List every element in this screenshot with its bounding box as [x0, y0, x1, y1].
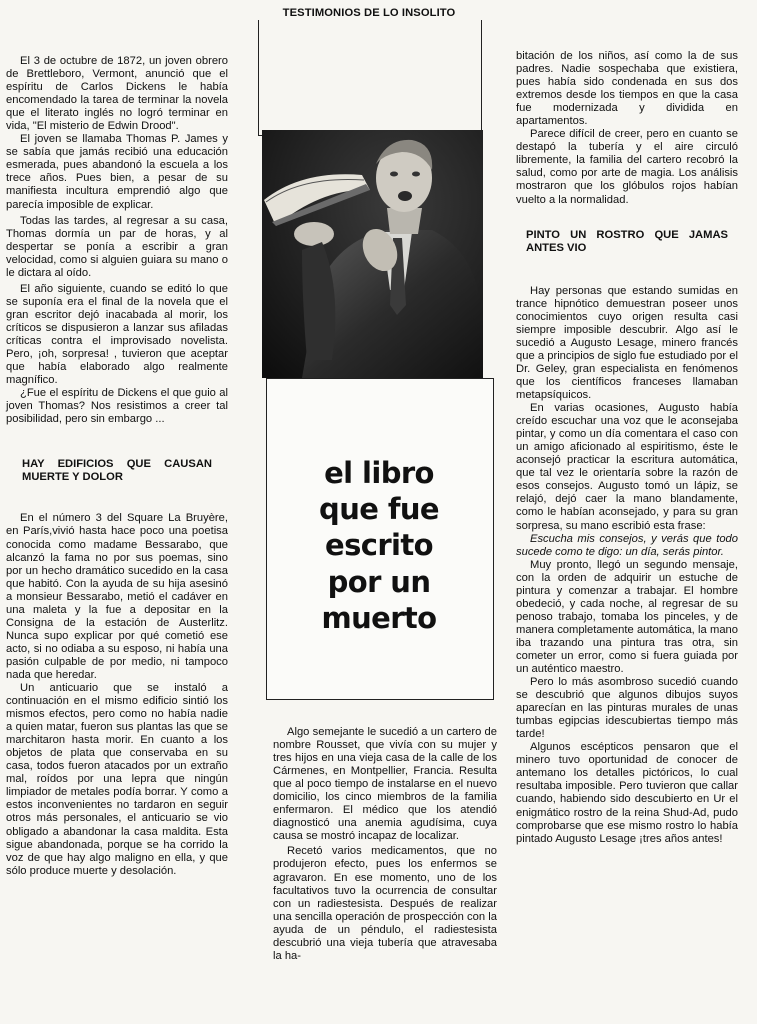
paragraph: El año siguiente, cuando se editó lo que se suponía era el final de la novela que el gran escritor dejó inacabada al morir, los críticos se dispusieron a lanzar sus afiladas críticas contra el improvisado novelista. Pero, ¡oh, sorpresa! , tuvieron que aceptar que había elaborado algo realmente magnífico.: [6, 282, 228, 387]
paragraph: Un anticuario que se instaló a continuación en el mismo edificio sintió los mismos efectos, pero como no había nadie a quien matar, fueron sus plantas las que se marchitaron hasta morir. En cuanto a los objetos de plata que conservaba en su casa, todos fueron atacados por un extraño mal, roídos por una lepra que ningún limpiador de metales podía borrar. Y como a estos inconvenientes no tardaron en seguir otros más personales, el anticuario se vio obligado a abandonar la casa maldita. Esta sigue abandonada, porque se ha corrido la voz de que hay algo maligno en ella, y que sólo produce muerte y desolación.: [6, 682, 228, 877]
paragraph: Parece difícil de creer, pero en cuanto se destapó la tubería y el aire circuló libremente, la familia del cartero recobró la salud, como por arte de magia. Los análisis mostraron que los glóbulos rojos habían vuelto a la normalidad.: [516, 128, 738, 206]
title-line: escrito: [325, 528, 433, 563]
paragraph: bitación de los niños, así como la de sus padres. Nadie sospechaba que existiera, pues había sido condenada en sus dos extremos desde los tiempos en que la casa fue modernizada y dividida en apartamentos.: [516, 50, 738, 128]
article-title: [268, 455, 490, 636]
right-column: [516, 0, 738, 846]
quoted-message: Escucha mis consejos, y verás que todo sucede como te digo: un día, serás pintor.: [516, 532, 738, 558]
subheading: PINTO UN ROSTRO QUE JAMAS ANTES VIO: [526, 228, 728, 254]
header-frame: [258, 20, 482, 136]
section-header: TESTIMONIOS DE LO INSOLITO: [282, 7, 456, 19]
title-line: por un: [327, 564, 431, 599]
photo-man-reading-book: [262, 130, 483, 378]
paragraph: Todas las tardes, al regresar a su casa, Thomas dormía un par de horas, y al despertar se ponía a escribir a gran velocidad, como si alguien guiara su mano o le dictara al oído.: [6, 214, 228, 279]
subheading: HAY EDIFICIOS QUE CAUSAN MUERTE Y DOLOR: [22, 458, 212, 484]
paragraph: El 3 de octubre de 1872, un joven obrero de Brettleboro, Vermont, anunció que el espíritu de Carlos Dickens le había encomendado la tarea de terminar la novela que el literato inglés no logró terminar en vida, "El misterio de Edwin Drood".: [6, 55, 228, 133]
left-column: [6, 0, 228, 878]
paragraph: En el número 3 del Square La Bruyère, en París,vivió hasta hace poco una poetisa conocida como madame Bessarabo, que alcanzó la fama no por sus poemas, sino por un hecho dramático sucedido en la casa que habitó. Con la ayuda de su hija asesinó a monsieur Bessarabo, metió el cadáver en una maleta y la fue a depositar en la Consigna de la estación de Austerlitz. Nunca supo explicar por qué cometió ese acto, si no odiaba a su esposo, ni había una pasión culpable de por medio, ni tampoco nada que heredar.: [6, 512, 228, 681]
title-line: que fue: [319, 492, 439, 527]
paragraph: Pero lo más asombroso sucedió cuando se descubrió que algunos dibujos suyos aparecían en las pinturas murales de unas tumbas egipcias idescubiertas tiempo más tarde!: [516, 676, 738, 741]
middle-column: [273, 726, 497, 963]
paragraph: Algunos escépticos pensaron que el minero tuvo oportunidad de conocer de antemano los detalles pictóricos, lo cual resultaba imposible. Pero tuvieron que callar cuando, habiendo sido descubierto en Ur el enigmático rostro de la reina Shud-Ad, pudo comprobarse que ese mismo rostro lo había pintado Augusto Lesage ¡tres años antes!: [516, 741, 738, 845]
paragraph: Muy pronto, llegó un segundo mensaje, con la orden de adquirir un estuche de pintura y comenzar a trabajar. El hombre obedeció, y cada noche, al regresar de su penoso trabajo, tomaba los pinceles, y de manera completamente automática, la mano iba trazando una pintura tras otra, sin cometer un error, como si fuera guiada por un auténtico maestro.: [516, 558, 738, 676]
title-line: muerto: [321, 600, 437, 635]
paragraph: En varias ocasiones, Augusto había creído escuchar una voz que le aconsejaba pintar, y como un día comentara el caso con un amigo aficionado al espiritismo, éste le aconsejó practicar la escritura automática, que tal vez le orientaría sobre la razón de esos consejos. Augusto tomó un lápiz, se relajó, dejó caer la mano blandamente, como le habían aconsejado, y para su gran sorpresa, su mano escribió esta frase:: [516, 402, 738, 532]
paragraph: Hay personas que estando sumidas en trance hipnótico demuestran poseer unos conocimientos cuyo origen resulta casi siempre imposible descubrir. Algo así le sucedió a Augusto Lesage, minero francés que a principios de siglo fue estudiado por el Dr. Geley, gran especialista en fenómenos que los científicos franceses llamaban metapsíquicos.: [516, 284, 738, 402]
paragraph: Algo semejante le sucedió a un cartero de nombre Rousset, que vivía con su mujer y tres hijos en una vieja casa de la calle de los Cármenes, en Montpellier, Francia. Resulta que al poco tiempo de instalarse en el nuevo domicilio, los cinco miembros de la familia enfermaron. El médico que los atendió diagnosticó una anemia agudísima, cuya causa se mostró incapaz de localizar.: [273, 726, 497, 843]
paragraph: Recetó varios medicamentos, que no produjeron efecto, pues los enfermos se agravaron. En ese momento, uno de los facultativos tuvo la ocurrencia de consultar con un radiestesista. Después de realizar una sencilla operación de prospección con la ayuda de un péndulo, el radiestesista descubrió una vieja tubería que atravesaba la ha-: [273, 845, 497, 962]
title-line: el libro: [324, 456, 434, 490]
paragraph: ¿Fue el espíritu de Dickens el que guio al joven Thomas? Nos resistimos a creer tal posibilidad, pero sin embargo ...: [6, 387, 228, 426]
paragraph: El joven se llamaba Thomas P. James y se sabía que jamás recibió una educación esmerada, pues abandonó la escuela a los trece años. Pues bien, a pesar de su manifiesta incultura emprendió algo que parecía imposible de explicar.: [6, 133, 228, 211]
